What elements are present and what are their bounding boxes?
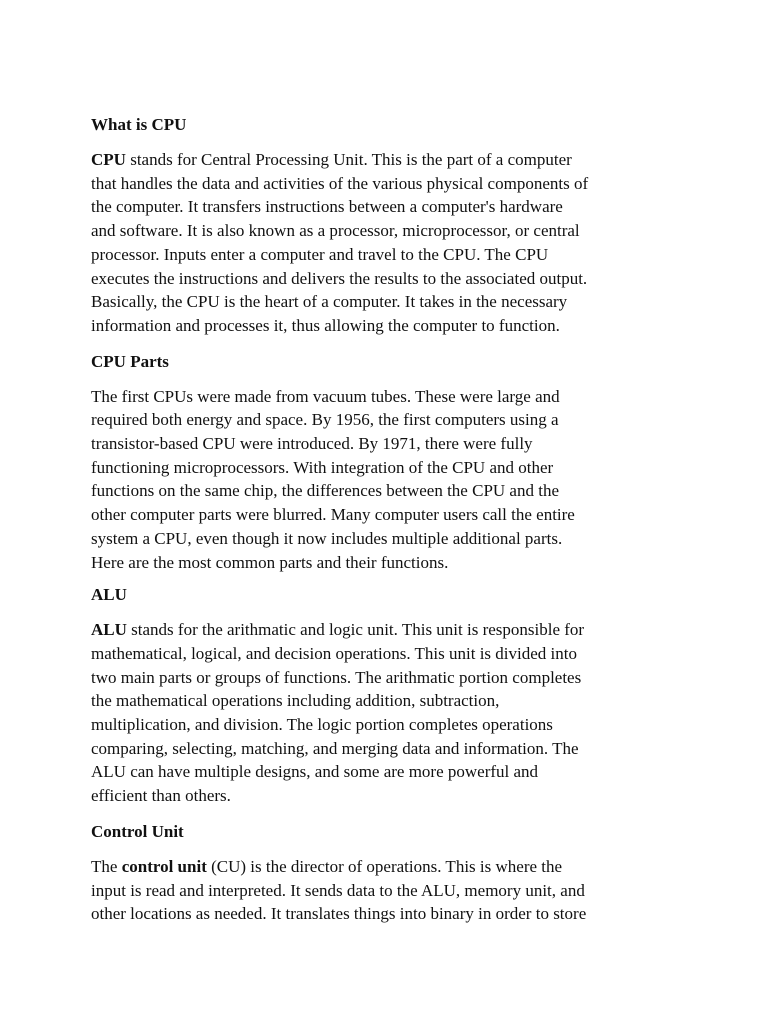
paragraph-line: efficient than others. bbox=[91, 786, 231, 806]
paragraph-line: Here are the most common parts and their functions. bbox=[91, 552, 449, 572]
paragraph-line: multiplication, and division. The logic portion completes operations bbox=[91, 715, 553, 735]
paragraph-what-is-cpu bbox=[91, 148, 691, 338]
paragraph-line bbox=[91, 855, 691, 879]
heading-control-unit: Control Unit bbox=[91, 821, 184, 841]
bold-term-control-unit: control unit bbox=[121, 856, 207, 876]
paragraph-line: executes the instructions and delivers the results to the associated output. bbox=[91, 268, 588, 288]
paragraph-line: processor. Inputs enter a computer and travel to the CPU. The CPU bbox=[91, 244, 549, 264]
paragraph-line: functions on the same chip, the differences between the CPU and the bbox=[91, 481, 559, 501]
paragraph-line: that handles the data and activities of the various physical components of bbox=[91, 173, 589, 193]
paragraph-line: other computer parts were blurred. Many computer users call the entire bbox=[91, 505, 575, 525]
paragraph-line: ALU can have multiple designs, and some are more powerful and bbox=[91, 762, 539, 782]
paragraph-line: the mathematical operations including addition, subtraction, bbox=[91, 691, 500, 711]
bold-term-cpu: CPU bbox=[91, 150, 126, 169]
paragraph-line: Basically, the CPU is the heart of a computer. It takes in the necessary bbox=[91, 292, 568, 312]
paragraph-line: input is read and interpreted. It sends data to the ALU, memory unit, and bbox=[91, 880, 585, 900]
paragraph-cpu-parts bbox=[91, 385, 691, 575]
paragraph-line: the computer. It transfers instructions between a computer's hardware bbox=[91, 197, 563, 217]
heading-what-is-cpu: What is CPU bbox=[91, 115, 187, 134]
paragraph-line: mathematical, logical, and decision operations. This unit is divided into bbox=[91, 643, 577, 663]
paragraph-line: The first CPUs were made from vacuum tubes. These were large and bbox=[91, 386, 560, 406]
paragraph-line: required both energy and space. By 1956, the first computers using a bbox=[91, 410, 559, 430]
heading-alu: ALU bbox=[91, 585, 127, 605]
heading-cpu-parts: CPU Parts bbox=[91, 351, 169, 371]
paragraph-line bbox=[91, 618, 691, 642]
line-text: The bbox=[91, 856, 122, 876]
paragraph-line: comparing, selecting, matching, and merging data and information. The bbox=[91, 738, 579, 758]
paragraph-line: other locations as needed. It translates things into binary in order to store bbox=[91, 904, 587, 924]
paragraph-line: two main parts or groups of functions. The arithmatic portion completes bbox=[91, 667, 582, 687]
bold-term-alu: ALU bbox=[91, 620, 127, 640]
paragraph-line: and software. It is also known as a processor, microprocessor, or central bbox=[91, 221, 580, 241]
paragraph-control-unit bbox=[91, 855, 691, 926]
line-text: stands for Central Processing Unit. This is the part of a computer bbox=[125, 150, 572, 169]
paragraph-line: transistor-based CPU were introduced. By 1971, there were fully bbox=[91, 434, 533, 454]
paragraph-alu bbox=[91, 618, 691, 808]
paragraph-line: information and processes it, thus allowing the computer to function. bbox=[91, 315, 560, 335]
line-text: stands for the arithmatic and logic unit. This unit is responsible for bbox=[126, 620, 585, 640]
document-page bbox=[91, 113, 691, 938]
line-text: (CU) is the director of operations. This is where the bbox=[206, 856, 563, 876]
paragraph-line bbox=[91, 148, 691, 172]
paragraph-line: functioning microprocessors. With integration of the CPU and other bbox=[91, 457, 554, 477]
paragraph-line: system a CPU, even though it now includes multiple additional parts. bbox=[91, 528, 563, 548]
